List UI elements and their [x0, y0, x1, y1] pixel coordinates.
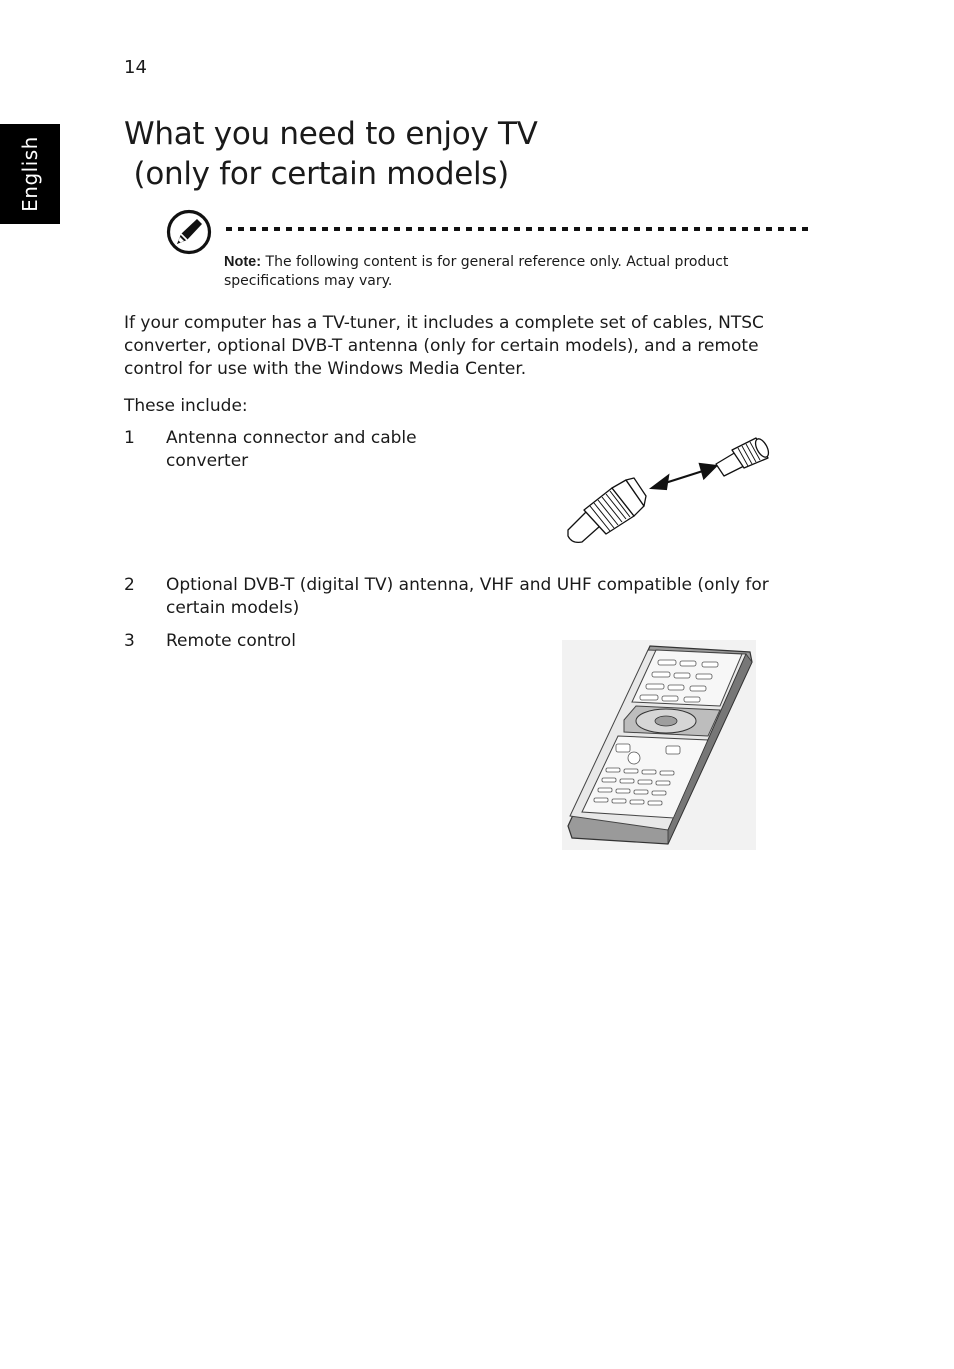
list-item-text: Optional DVB-T (digital TV) antenna, VHF and UHF compatible (only for certain models) — [166, 575, 769, 618]
remote-control-illustration — [562, 640, 756, 850]
antenna-connector-illustration — [560, 434, 776, 544]
page-title: What you need to enjoy TV (only for certain models) — [124, 116, 538, 192]
note-dotted-rule — [224, 226, 810, 232]
list-item-number: 1 — [124, 428, 135, 448]
note-paragraph — [224, 253, 804, 291]
page-number: 14 — [124, 57, 147, 78]
note-body: The following content is for general reference only. Actual product specifications may vary. — [224, 254, 729, 289]
intro-paragraph: If your computer has a TV-tuner, it includes a complete set of cables, NTSC converter, optional DVB-T antenna (only for certain models), and a remote control for use with the Windows Media Center. — [124, 313, 764, 379]
list-item-number: 3 — [124, 631, 135, 651]
list-item-text: Remote control — [166, 631, 296, 651]
side-tab-label: English — [18, 136, 42, 212]
list-item-number: 2 — [124, 575, 135, 595]
list-lead: These include: — [124, 396, 248, 416]
pencil-note-icon — [166, 209, 212, 255]
note-label: Note: — [224, 254, 262, 270]
language-side-tab — [0, 124, 60, 224]
list-item-text: Antenna connector and cable converter — [166, 428, 417, 471]
